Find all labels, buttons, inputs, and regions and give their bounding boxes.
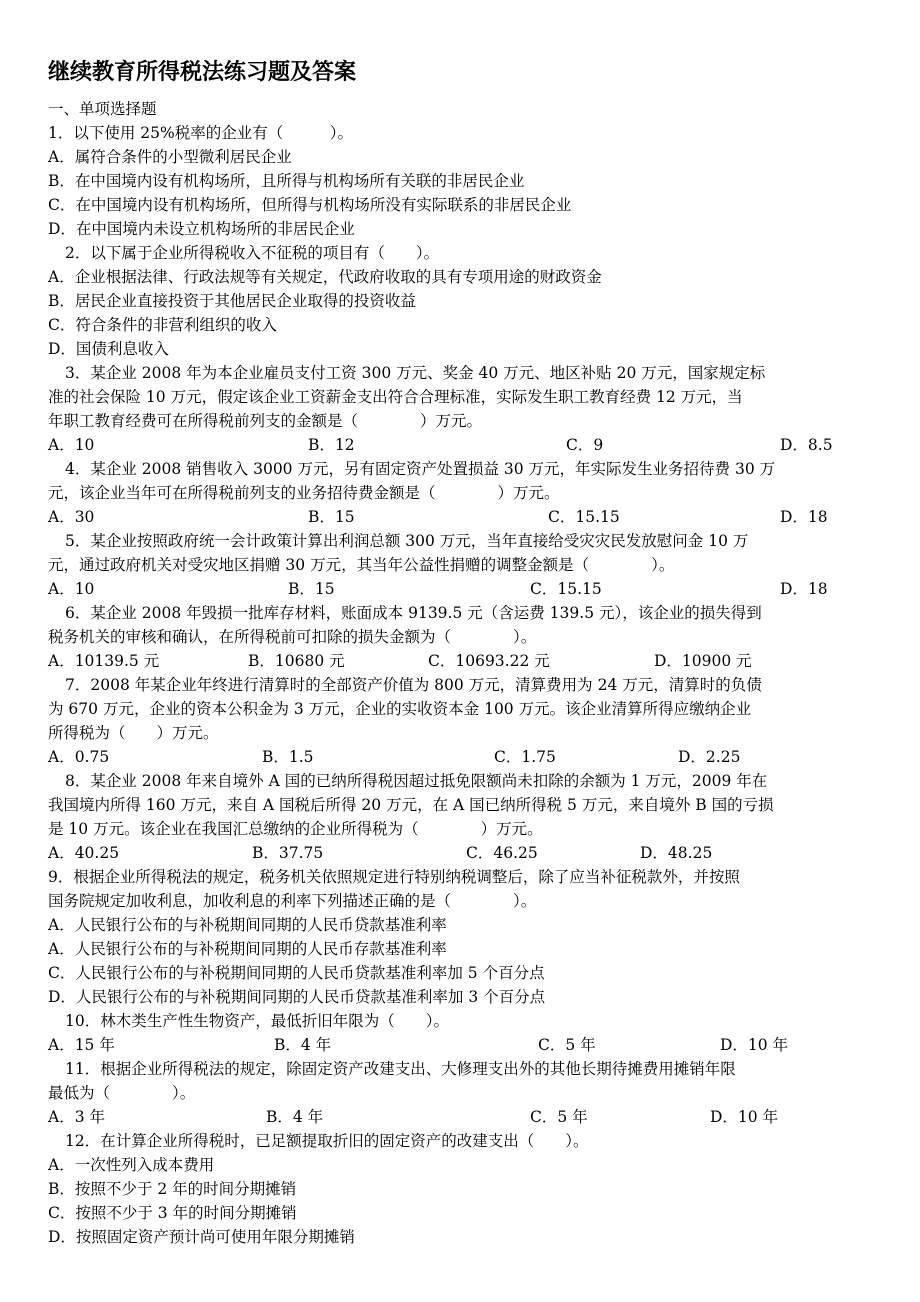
question-5-option-d: D．18	[780, 580, 828, 598]
question-2-option-d: D．国债利息收入	[48, 340, 169, 358]
document-title: 继续教育所得税法练习题及答案	[48, 60, 357, 85]
question-5-option-a: A．10	[48, 580, 95, 598]
question-9-option-b: A．人民银行公布的与补税期间同期的人民币存款基准利率	[48, 940, 447, 958]
question-12-option-b: B．按照不少于 2 年的时间分期摊销	[48, 1180, 297, 1198]
question-5-option-b: B．15	[288, 580, 335, 598]
question-7-stem-line-3: 所得税为（ ）万元。	[48, 724, 219, 742]
question-4-option-a: A．30	[48, 508, 95, 526]
question-1-option-b: B．在中国境内设有机构场所，且所得与机构场所有关联的非居民企业	[48, 172, 525, 190]
question-1-stem: 1．以下使用 25%税率的企业有（ ）。	[48, 124, 353, 142]
question-11-stem-line-1: 11．根据企业所得税法的规定，除固定资产改建支出、大修理支出外的其他长期待摊费用摊销年限	[65, 1060, 736, 1078]
question-11-option-a: A．3 年	[48, 1108, 105, 1126]
question-3-option-d: D．8.5	[780, 436, 833, 454]
question-11-option-d: D．10 年	[710, 1108, 779, 1126]
question-2-stem: 2．以下属于企业所得税收入不征税的项目有（ ）。	[65, 244, 440, 262]
question-6-option-d: D．10900 元	[654, 652, 752, 670]
question-12-option-d: D．按照固定资产预计尚可使用年限分期摊销	[48, 1228, 355, 1246]
question-6-option-b: B．10680 元	[248, 652, 345, 670]
question-12-option-a: A．一次性列入成本费用	[48, 1156, 215, 1174]
question-7-option-b: B．1.5	[262, 748, 314, 766]
question-11-stem-line-2: 最低为（ ）。	[48, 1084, 196, 1102]
question-9-stem-line-1: 9．根据企业所得税法的规定，税务机关依照规定进行特别纳税调整后，除了应当补征税款外，并按照	[48, 868, 740, 886]
question-6-stem-line-2: 税务机关的审核和确认，在所得税前可扣除的损失金额为（ ）。	[48, 628, 537, 646]
question-9-option-a: A．人民银行公布的与补税期间同期的人民币贷款基准利率	[48, 916, 447, 934]
question-7-options	[48, 745, 874, 769]
question-4-option-d: D．18	[780, 508, 828, 526]
question-3-stem-line-2: 准的社会保险 10 万元，假定该企业工资薪金支出符合合理标准，实际发生职工教育经费 12 万元，当	[48, 388, 743, 406]
question-8-option-c: C．46.25	[466, 844, 538, 862]
question-5-option-c: C．15.15	[530, 580, 602, 598]
question-6-option-a: A．10139.5 元	[48, 652, 160, 670]
question-1-option-a: A．属符合条件的小型微利居民企业	[48, 148, 292, 166]
question-8-options	[48, 841, 874, 865]
question-1-option-c: C．在中国境内设有机构场所，但所得与机构场所没有实际联系的非居民企业	[48, 196, 572, 214]
question-3-option-a: A．10	[48, 436, 95, 454]
question-12-option-c: C．按照不少于 3 年的时间分期摊销	[48, 1204, 297, 1222]
question-3-option-b: B．12	[308, 436, 355, 454]
question-5-stem-line-1: 5．某企业按照政府统一会计政策计算出利润总额 300 万元，当年直接给受灾灾民发放慰问金 10 万	[65, 532, 749, 550]
question-5-options	[48, 577, 874, 601]
question-7-option-a: A．0.75	[48, 748, 110, 766]
question-9-option-c: C．人民银行公布的与补税期间同期的人民币贷款基准利率加 5 个百分点	[48, 964, 545, 982]
question-4-options	[48, 505, 874, 529]
question-10-option-c: C．5 年	[538, 1036, 596, 1054]
question-12-stem: 12．在计算企业所得税时，已足额提取折旧的固定资产的改建支出（ ）。	[65, 1132, 589, 1150]
question-7-stem-line-1: 7．2008 年某企业年终进行清算时的全部资产价值为 800 万元，清算费用为 24 万元，清算时的负债	[65, 676, 762, 694]
question-11-options	[48, 1105, 874, 1129]
question-3-option-c: C．9	[566, 436, 604, 454]
question-8-option-d: D．48.25	[640, 844, 713, 862]
question-8-option-a: A．40.25	[48, 844, 120, 862]
question-10-option-a: A．15 年	[48, 1036, 115, 1054]
question-6-options	[48, 649, 874, 673]
question-9-stem-line-2: 国务院规定加收利息，加收利息的利率下列描述正确的是（ ）。	[48, 892, 537, 910]
question-4-option-b: B．15	[308, 508, 355, 526]
question-4-stem-line-2: 元，该企业当年可在所得税前列支的业务招待费金额是（ ）万元。	[48, 484, 560, 502]
question-8-stem-line-1: 8．某企业 2008 年来自境外 A 国的已纳所得税因超过抵免限额尚未扣除的余额为 1 万元，2009 年在	[65, 772, 768, 790]
question-11-option-c: C．5 年	[530, 1108, 588, 1126]
question-10-stem: 10．林木类生产性生物资产，最低折旧年限为（ ）。	[65, 1012, 449, 1030]
question-3-stem-line-1: 3．某企业 2008 年为本企业雇员支付工资 300 万元、奖金 40 万元、地区补贴 20 万元，国家规定标	[65, 364, 766, 382]
question-3-options	[48, 433, 874, 457]
question-4-stem-line-1: 4．某企业 2008 销售收入 3000 万元，另有固定资产处置损益 30 万元，年实际发生业务招待费 30 万	[65, 460, 776, 478]
question-7-option-c: C．1.75	[494, 748, 556, 766]
question-2-option-a: A．企业根据法律、行政法规等有关规定，代政府收取的具有专项用途的财政资金	[48, 268, 602, 286]
question-6-option-c: C．10693.22 元	[428, 652, 550, 670]
section-heading: 一、单项选择题	[48, 100, 157, 118]
question-8-stem-line-3: 是 10 万元。该企业在我国汇总缴纳的企业所得税为（ ）万元。	[48, 820, 543, 838]
question-9-option-d: D．人民银行公布的与补税期间同期的人民币贷款基准利率加 3 个百分点	[48, 988, 546, 1006]
document-body	[48, 97, 874, 1249]
question-7-option-d: D．2.25	[678, 748, 741, 766]
question-5-stem-line-2: 元，通过政府机关对受灾地区捐赠 30 万元，其当年公益性捐赠的调整金额是（ ）。	[48, 556, 675, 574]
question-7-stem-line-2: 为 670 万元，企业的资本公积金为 3 万元，企业的实收资本金 100 万元。该企业清算所得应缴纳企业	[48, 700, 752, 718]
question-8-stem-line-2: 我国境内所得 160 万元，来自 A 国税后所得 20 万元，在 A 国已纳所得税 5 万元，来自境外 B 国的亏损	[48, 796, 774, 814]
question-6-stem-line-1: 6．某企业 2008 年毁损一批库存材料，账面成本 9139.5 元（含运费 139.5 元），该企业的损失得到	[65, 604, 762, 622]
question-10-options	[48, 1033, 874, 1057]
question-11-option-b: B．4 年	[266, 1108, 324, 1126]
question-10-option-d: D．10 年	[720, 1036, 789, 1054]
question-2-option-b: B．居民企业直接投资于其他居民企业取得的投资收益	[48, 292, 416, 310]
question-10-option-b: B．4 年	[274, 1036, 332, 1054]
question-2-option-c: C．符合条件的非营利组织的收入	[48, 316, 277, 334]
question-8-option-b: B．37.75	[252, 844, 324, 862]
question-1-option-d: D．在中国境内未设立机构场所的非居民企业	[48, 220, 355, 238]
question-3-stem-line-3: 年职工教育经费可在所得税前列支的金额是（ ）万元。	[48, 412, 483, 430]
question-4-option-c: C．15.15	[548, 508, 620, 526]
